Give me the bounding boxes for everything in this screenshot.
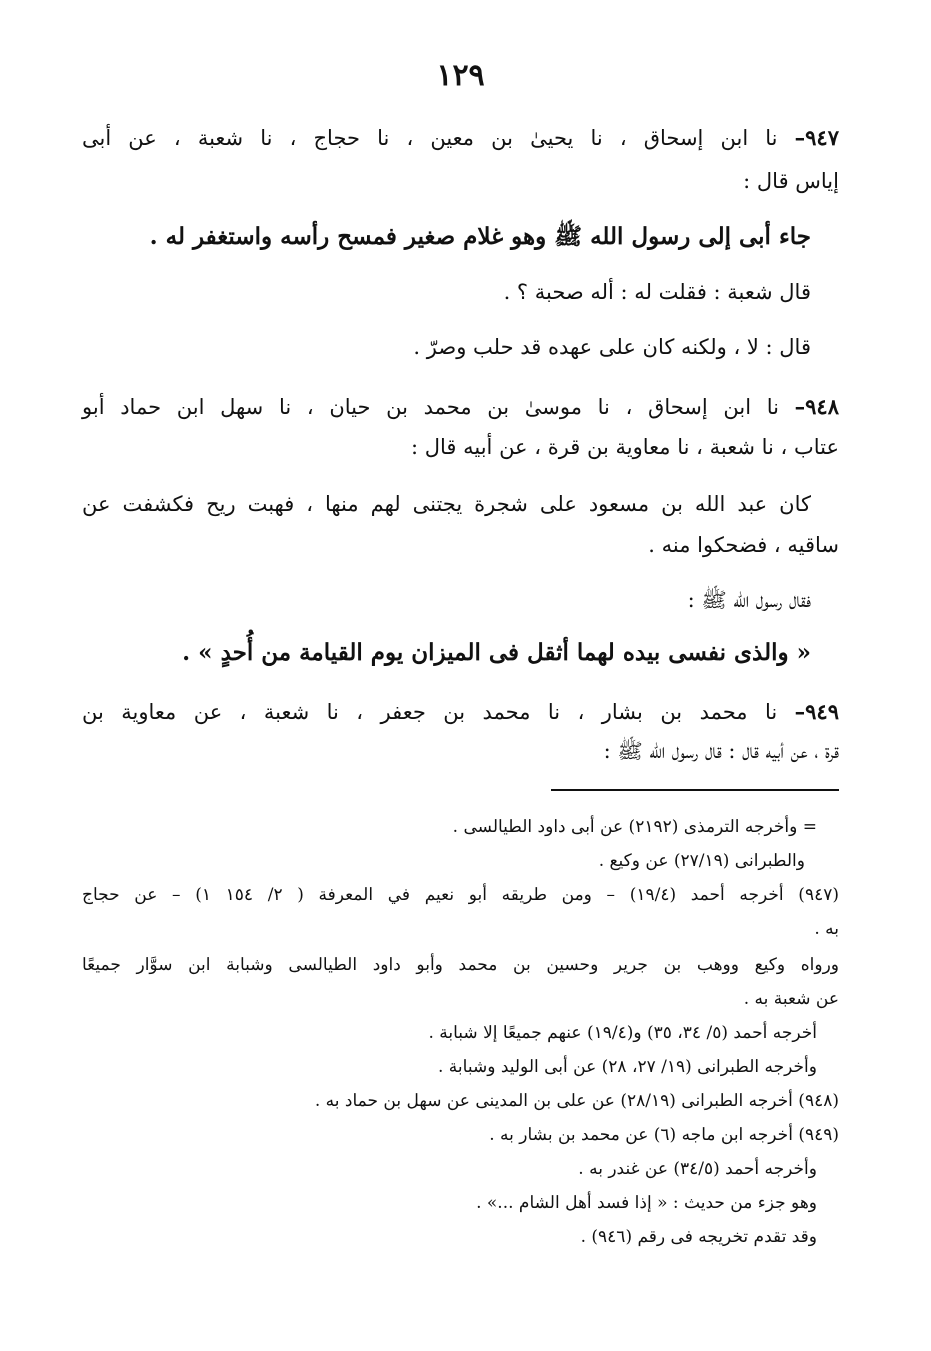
hadith-948-matn: « والذى نفسى بيده لهما أثقل فى الميزان يوم القيامة من أُحدٍ » .	[182, 639, 811, 666]
hadith-947-isnad-line-2: إياس قال :	[743, 169, 839, 193]
footnote-line: (٩٤٨) أخرجه الطبرانى (٢٨/١٩) عن على بن المدينى عن سهل بن حماد به .	[314, 1091, 839, 1111]
hadith-949-isnad-line-1	[82, 697, 839, 727]
hadith-949-number: ٩٤٩–	[794, 699, 839, 724]
hadith-947-isnad-line-1	[82, 123, 839, 153]
footnote-separator	[551, 789, 839, 791]
hadith-949-isnad-text: نا محمد بن بشار ، نا محمد بن جعفر ، نا شعبة ، عن معاوية بن	[82, 700, 778, 724]
footnote-line: به .	[814, 919, 839, 939]
footnote-line: وقد تقدم تخريجه فى رقم (٩٤٦) .	[580, 1227, 817, 1247]
footnote-line: وهو جزء من حديث : « إذا فسد أهل الشام ...» .	[476, 1193, 817, 1213]
hadith-947-question: قال شعبة : فقلت له : أله صحبة ؟ .	[503, 280, 811, 304]
hadith-948-isnad-line-2: عتاب ، نا شعبة ، نا معاوية بن قرة ، عن أبيه قال :	[411, 435, 839, 459]
hadith-948-number: ٩٤٨–	[794, 394, 839, 419]
footnote-line: ورواه وكيع ووهب بن جرير وحسين بن محمد وأبو داود الطيالسى وشبابة ابن سوَّار جميعًا	[82, 955, 839, 975]
book-page	[82, 0, 839, 1351]
footnote-line: وأخرجه الطبرانى (١٩/ ٢٧، ٢٨) عن أبى الوليد وشبابة .	[438, 1057, 817, 1077]
hadith-947-answer: قال : لا ، ولكنه كان على عهده قد حلب وصرّ .	[413, 335, 811, 359]
hadith-948-said: فقال رسول الله ﷺ :	[687, 588, 811, 612]
footnote-line: والطبرانى (٢٧/١٩) عن وكيع .	[598, 851, 805, 871]
hadith-948-text-line-2: ساقيه ، فضحكوا منه .	[648, 533, 839, 557]
hadith-947-isnad-text: نا ابن إسحاق ، نا يحيىٰ بن معين ، نا حجاج ، نا شعبة ، عن أبى	[82, 126, 778, 150]
page-number: ١٢٩	[436, 58, 485, 93]
footnote-line: (٩٤٧) أخرجه أحمد (١٩/٤) – ومن طريقه أبو نعيم في المعرفة ( ٢/ ١٥٤ ١) – عن حجاج	[82, 885, 839, 905]
hadith-949-isnad-line-2: قرة ، عن أبيه قال : قال رسول الله ﷺ :	[603, 739, 839, 763]
footnote-line: أخرجه أحمد (٥/ ٣٤، ٣٥) و(١٩/٤) عنهم جميعًا إلا شبابة .	[428, 1023, 817, 1043]
footnote-line: وأخرجه أحمد (٣٤/٥) عن غندر به .	[578, 1159, 817, 1179]
hadith-947-number: ٩٤٧–	[794, 125, 839, 150]
footnote-line: (٩٤٩) أخرجه ابن ماجه (٦) عن محمد بن بشار به .	[489, 1125, 839, 1145]
hadith-948-isnad-line-1	[82, 392, 839, 422]
hadith-948-isnad-text: نا ابن إسحاق ، نا موسىٰ بن محمد بن حيان ، نا سهل ابن حماد أبو	[82, 395, 779, 419]
hadith-947-matn: جاء أبى إلى رسول الله ﷺ وهو غلام صغير فمسح رأسه واستغفر له .	[149, 223, 811, 250]
hadith-948-text-line-1: كان عبد الله بن مسعود على شجرة يجتنى لهم منها ، فهبت ريح فكشفت عن	[82, 492, 811, 516]
footnote-line: عن شعبة به .	[743, 989, 839, 1009]
footnote-line: = وأخرجه الترمذى (٢١٩٢) عن أبى داود الطيالسى .	[452, 817, 817, 837]
